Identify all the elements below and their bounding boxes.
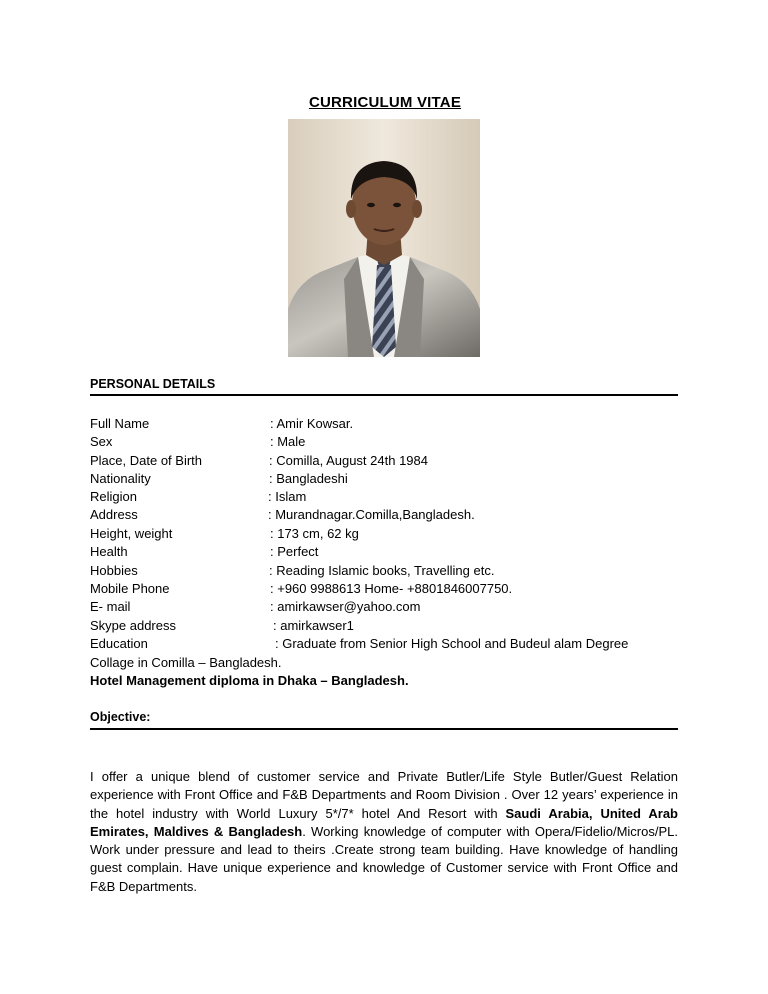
detail-row-address (90, 506, 680, 524)
objective-paragraph (90, 768, 678, 896)
objective-countries: Saudi Arabia, United Arab Emirates, Maldives & Bangladesh (90, 805, 678, 839)
education-continued: Collage in Comilla – Bangladesh. (90, 655, 282, 670)
detail-value: : Perfect (270, 544, 319, 559)
detail-value: : Amir Kowsar. (270, 416, 354, 431)
detail-row-health (90, 543, 680, 561)
portrait-photo-icon (288, 119, 480, 357)
detail-value: : Islam (268, 489, 307, 504)
detail-value: : Murandnagar.Comilla,Bangladesh. (268, 507, 475, 522)
detail-row-skype (90, 617, 680, 635)
section-divider (90, 394, 678, 396)
objective-text-part2: . Working knowledge of computer with Opera/Fidelio/Micros/PL. Work under pressure and lead to theirs .Create strong team building. Have knowledge of handling guest complain. Have unique experience and knowledge of Customer service with Front Office and F&B Departments. (90, 823, 678, 894)
detail-label: Health (90, 544, 128, 559)
objective-heading: Objective: (90, 710, 151, 724)
section-divider (90, 728, 678, 730)
profile-photo (288, 119, 480, 357)
detail-row-education (90, 635, 680, 653)
detail-value: : Reading Islamic books, Travelling etc. (269, 563, 495, 578)
detail-label: Place, Date of Birth (90, 453, 202, 468)
detail-row-email (90, 598, 680, 616)
detail-label: Hobbies (90, 563, 138, 578)
detail-value: : +960 9988613 Home- +8801846007750. (270, 581, 513, 596)
detail-label: Sex (90, 434, 113, 449)
detail-label: Skype address (90, 618, 176, 633)
detail-label: Full Name (90, 416, 150, 431)
detail-label: Religion (90, 489, 137, 504)
detail-row-mobile-phone (90, 580, 680, 598)
detail-row-sex (90, 433, 680, 451)
detail-value: : 173 cm, 62 kg (270, 526, 359, 541)
detail-label: Mobile Phone (90, 581, 170, 596)
document-title: CURRICULUM VITAE (308, 94, 462, 111)
detail-value: : Graduate from Senior High School and Budeul alam Degree (275, 636, 629, 651)
detail-row-nationality (90, 470, 680, 488)
detail-row-hobbies (90, 562, 680, 580)
detail-row-religion (90, 488, 680, 506)
detail-label: Education (90, 636, 148, 651)
detail-value: : amirkawser1 (273, 618, 354, 633)
detail-value: : Comilla, August 24th 1984 (269, 453, 428, 468)
detail-row-birth (90, 452, 680, 470)
detail-label: Nationality (90, 471, 151, 486)
detail-row-full-name (90, 415, 680, 433)
objective-text-part1: I offer a unique blend of customer service and Private Butler/Life Style Butler/Guest Relation experience with Front Office and F&B Departments and Room Division . Over 12 years’ experience in the hotel industry with World Luxury 5*/7* hotel And Resort with (90, 769, 678, 821)
detail-value: : Bangladeshi (269, 471, 348, 486)
hotel-diploma: Hotel Management diploma in Dhaka – Bangladesh. (90, 673, 409, 688)
detail-label: Height, weight (90, 526, 173, 541)
detail-value: : Male (270, 434, 306, 449)
detail-label: Address (90, 507, 138, 522)
detail-row-height-weight (90, 525, 680, 543)
detail-label: E- mail (90, 599, 131, 614)
detail-value: : amirkawser@yahoo.com (270, 599, 421, 614)
personal-details-heading: PERSONAL DETAILS (90, 377, 216, 391)
